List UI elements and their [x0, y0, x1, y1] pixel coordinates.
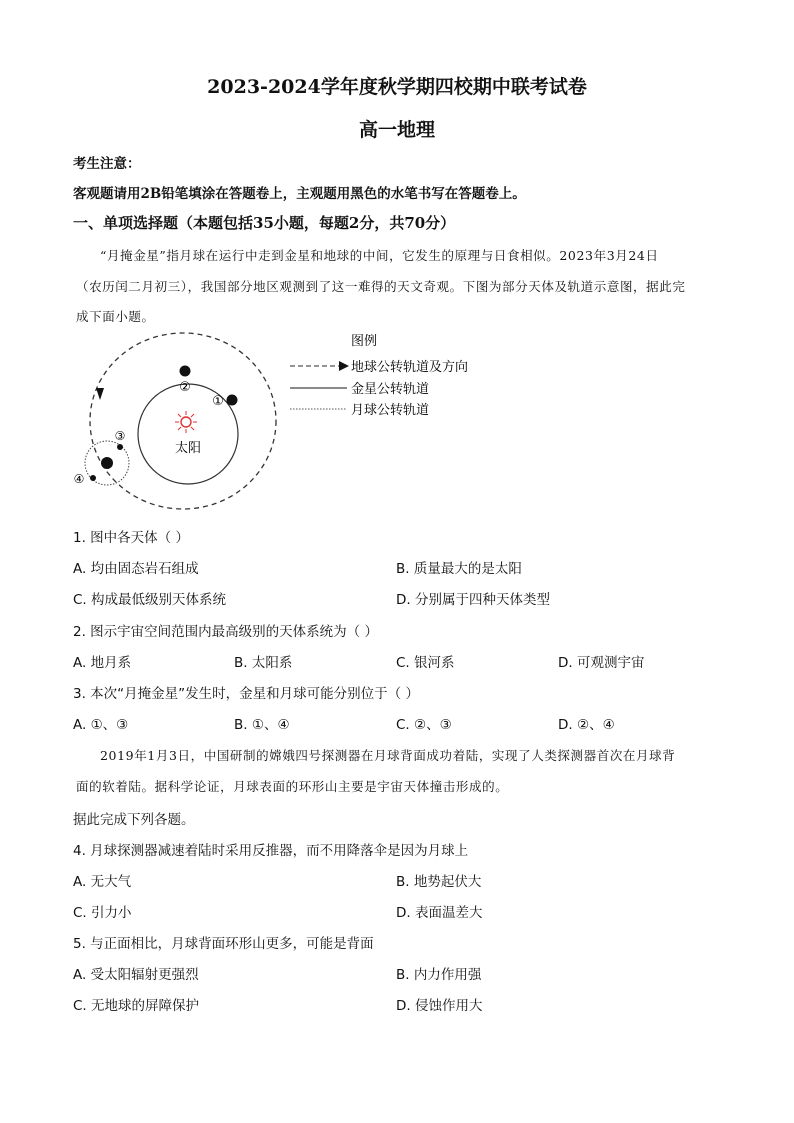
q1-option-b[interactable]: B. 质量最大的是太阳 [396, 561, 522, 577]
notice-label: 考生注意： [73, 156, 141, 172]
marker-3: ③ [114, 429, 126, 443]
q3-option-c[interactable]: C. ②、③ [396, 717, 452, 733]
passage2-line3: 据此完成下列各题。 [73, 812, 195, 828]
passage2-line1: 2019年1月3日，中国研制的嫦娥四号探测器在月球背面成功着陆，实现了人类探测器首次在月球背 [100, 748, 676, 763]
sun-label: 太阳 [174, 441, 202, 456]
legend-item-moon-orbit: 月球公转轨道 [351, 403, 430, 418]
q1-option-d[interactable]: D. 分别属于四种天体类型 [396, 592, 550, 608]
passage1-line3: 成下面小题。 [76, 309, 155, 324]
q5-option-a[interactable]: A. 受太阳辐射更强烈 [73, 967, 199, 983]
q4-option-b[interactable]: B. 地势起伏大 [396, 874, 482, 890]
q2-option-c[interactable]: C. 银河系 [396, 655, 455, 671]
q5-option-d[interactable]: D. 侵蚀作用大 [396, 998, 483, 1014]
question-4-stem: 4. 月球探测器减速着陆时采用反推器，而不用降落伞是因为月球上 [73, 843, 469, 859]
passage1-line2: （农历闰二月初三），我国部分地区观测到了这一难得的天文奇观。下图为部分天体及轨道示意图，据此完 [76, 279, 686, 294]
question-2-stem: 2. 图示宇宙空间范围内最高级别的天体系统为（ ） [73, 624, 378, 640]
legend-arrow-icon [339, 361, 349, 371]
section-heading: 一、单项选择题（本题包括35小题，每题2分，共70分） [73, 214, 456, 232]
orbit-direction-arrow-icon [96, 388, 104, 400]
exam-subtitle: 高一地理 [358, 119, 435, 141]
question-3-stem: 3. 本次“月掩金星”发生时，金星和月球可能分别位于（ ） [73, 686, 419, 702]
orbit-diagram [60, 328, 500, 513]
earth-icon [101, 457, 113, 469]
q4-option-c[interactable]: C. 引力小 [73, 905, 132, 921]
q3-option-b[interactable]: B. ①、④ [234, 717, 290, 733]
notice-text: 客观题请用2B铅笔填涂在答题卷上，主观题用黑色的水笔书写在答题卷上。 [73, 186, 526, 202]
legend-item-earth-orbit: 地球公转轨道及方向 [351, 360, 469, 375]
q5-option-b[interactable]: B. 内力作用强 [396, 967, 482, 983]
q1-option-c[interactable]: C. 构成最低级别天体系统 [73, 592, 227, 608]
question-5-stem: 5. 与正面相比，月球背面环形山更多，可能是背面 [73, 936, 374, 952]
q3-option-d[interactable]: D. ②、④ [558, 717, 615, 733]
legend-item-venus-orbit: 金星公转轨道 [351, 382, 430, 397]
passage1-line1: “月掩金星”指月球在运行中走到金星和地球的中间，它发生的原理与日食相似。2023年3月24日 [100, 248, 659, 263]
q4-option-a[interactable]: A. 无大气 [73, 874, 132, 890]
exam-title: 2023-2024学年度秋学期四校期中联考试卷 [207, 76, 587, 98]
moon-position-3 [117, 444, 123, 450]
marker-2: ② [179, 380, 191, 395]
q3-option-a[interactable]: A. ①、③ [73, 717, 129, 733]
q1-option-a[interactable]: A. 均由固态岩石组成 [73, 561, 199, 577]
q2-option-a[interactable]: A. 地月系 [73, 655, 132, 671]
q5-option-c[interactable]: C. 无地球的屏障保护 [73, 998, 200, 1014]
q2-option-d[interactable]: D. 可观测宇宙 [558, 655, 645, 671]
venus-position-2 [180, 366, 191, 377]
earth-orbit [90, 333, 276, 509]
question-1-stem: 1. 图中各天体（ ） [73, 530, 189, 546]
legend-title: 图例 [351, 334, 378, 349]
passage2-line2: 面的软着陆。据科学论证，月球表面的环形山主要是宇宙天体撞击形成的。 [76, 779, 509, 794]
sun-icon [175, 411, 197, 433]
marker-4: ④ [73, 472, 85, 486]
marker-1: ① [212, 394, 224, 409]
q4-option-d[interactable]: D. 表面温差大 [396, 905, 483, 921]
moon-position-4 [90, 475, 96, 481]
venus-position-1 [227, 395, 238, 406]
q2-option-b[interactable]: B. 太阳系 [234, 655, 293, 671]
